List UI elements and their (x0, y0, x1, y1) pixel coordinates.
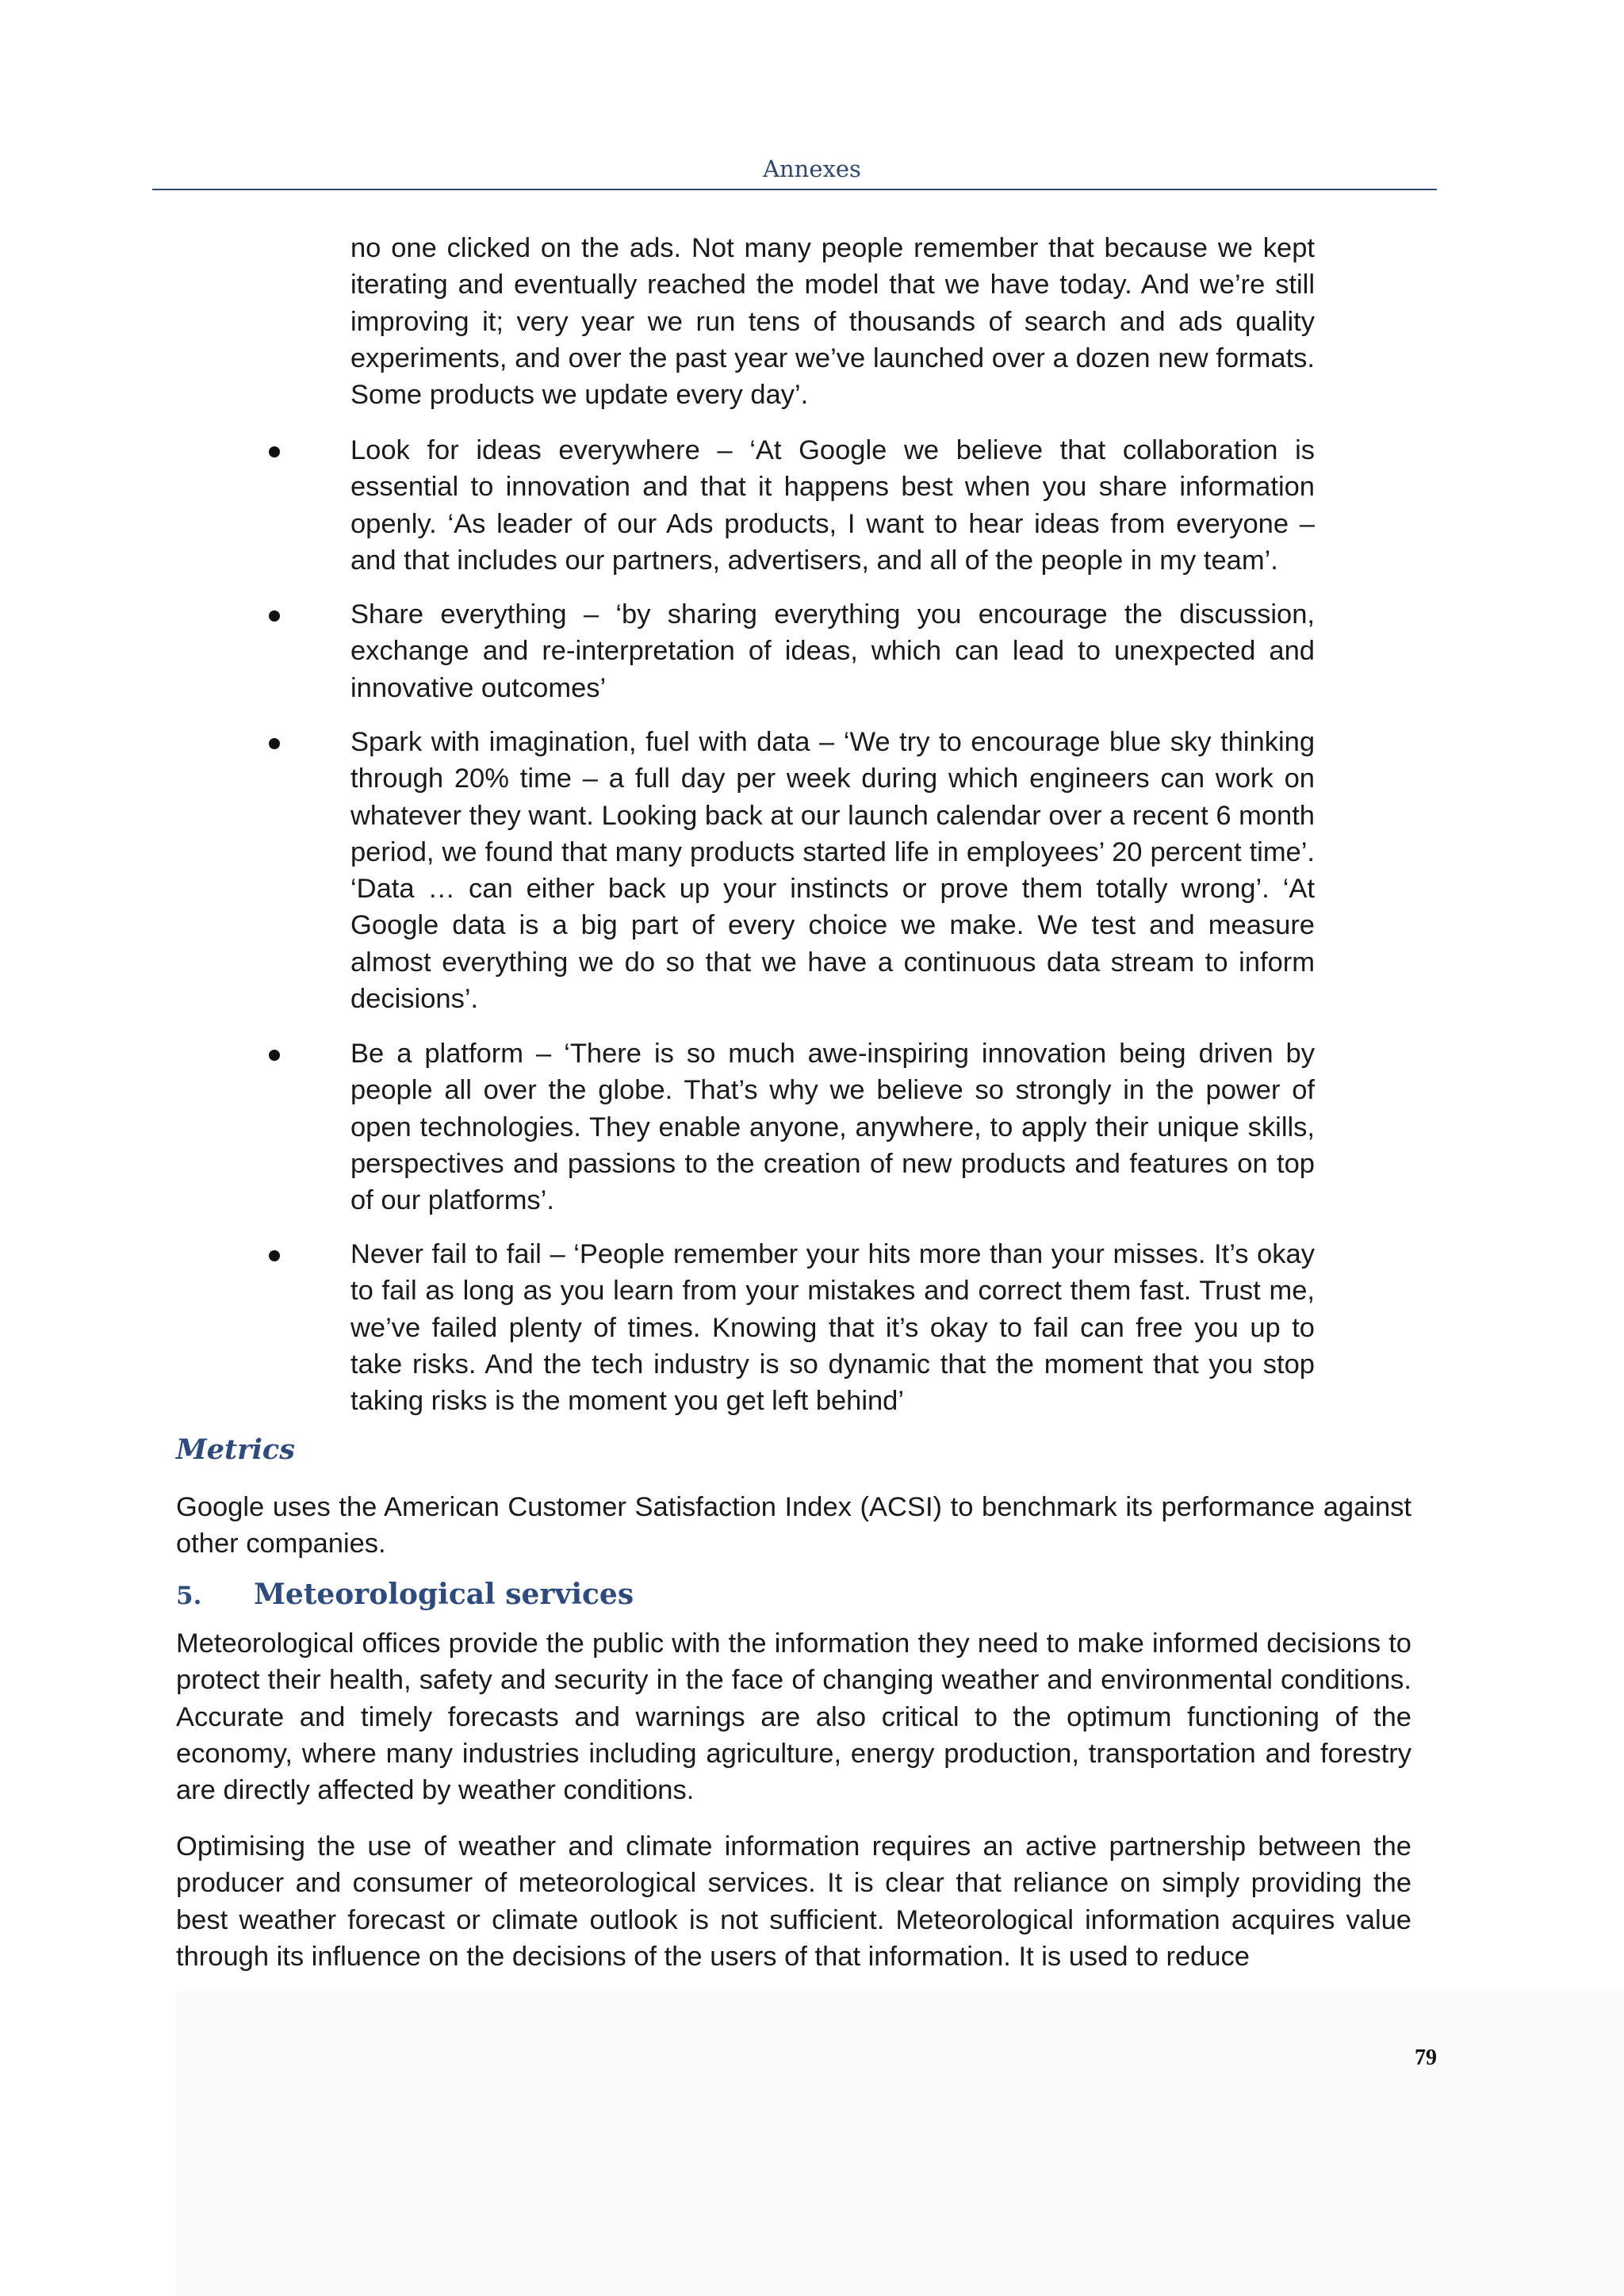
bullet-marker (269, 1250, 280, 1261)
bullet-item-spark: Spark with imagination, fuel with data – ‘We try to encourage blue sky thinking through 20% time – a full day per week during which engineers can work on whatever they want. Looking back at our launch calendar over a recent 6 month period, we found that many products started life in employees’ 20 percent time’. ‘Data … can either back up your instincts or prove them totally wrong’. ‘At Google data is a big part of every choice we make. We test and measure almost everything we do so that we have a continuous data stream to inform decisions’. (350, 727, 1315, 1015)
metrics-heading: Metrics (176, 1433, 295, 1466)
header-rule (152, 189, 1437, 190)
page-background-shade (176, 1990, 1624, 2296)
section-title: Meteorological services (254, 1578, 634, 1611)
bullet-item-share: Share everything – ‘by sharing everything you encourage the discussion, exchange and re-interpretation of ideas, which can lead to unexpected and innovative outcomes’ (350, 599, 1315, 703)
running-header: Annexes (763, 155, 861, 182)
bullet-marker (269, 446, 280, 457)
continuation-paragraph: no one clicked on the ads. Not many people remember that because we kept iterating and eventually reached the model that we have today. And we’re still improving it; very year we run tens of thousands of search and ads quality experiments, and over the past year we’ve launched over a dozen new formats. Some products we update every day’. (350, 233, 1315, 411)
bullet-item-ideas: Look for ideas everywhere – ‘At Google we believe that collaboration is essential to innovation and that it happens best when you share information openly. ‘As leader of our Ads products, I want to hear ideas from everyone – and that includes our partners, advertisers, and all of the people in my team’. (350, 435, 1315, 576)
page-number: 79 (1415, 2045, 1437, 2070)
bullet-item-platform: Be a platform – ‘There is so much awe-inspiring innovation being driven by people all over the globe. That’s why we believe so strongly in the power of open technologies. They enable anyone, anywhere, to apply their unique skills, perspectives and passions to the creation of new products and features on top of our platforms’. (350, 1039, 1315, 1216)
section-paragraph-1: Meteorological offices provide the public with the information they need to make informed decisions to protect their health, safety and security in the face of changing weather and environmental conditions. Accurate and timely forecasts and warnings are also critical to the optimum functioning of the economy, where many industries including agriculture, energy production, transportation and forestry are directly affected by weather conditions. (176, 1628, 1411, 1806)
section-number: 5. (176, 1582, 202, 1610)
bullet-marker (269, 1050, 280, 1061)
metrics-paragraph: Google uses the American Customer Satisfaction Index (ACSI) to benchmark its performance against other companies. (176, 1492, 1411, 1559)
bullet-marker (269, 610, 280, 622)
bullet-marker (269, 738, 280, 749)
section-paragraph-2: Optimising the use of weather and climate information requires an active partnership between the producer and consumer of meteorological services. It is clear that reliance on simply providing the best weather forecast or climate outlook is not sufficient. Meteorological information acquires value through its influence on the decisions of the users of that information. It is used to reduce (176, 1831, 1411, 1972)
bullet-item-fail: Never fail to fail – ‘People remember your hits more than your misses. It’s okay to fail as long as you learn from your mistakes and correct them fast. Trust me, we’ve failed plenty of times. Knowing that it’s okay to fail can free you up to take risks. And the tech industry is so dynamic that the moment that you stop taking risks is the moment you get left behind’ (350, 1239, 1315, 1417)
section-heading (176, 1578, 634, 1611)
